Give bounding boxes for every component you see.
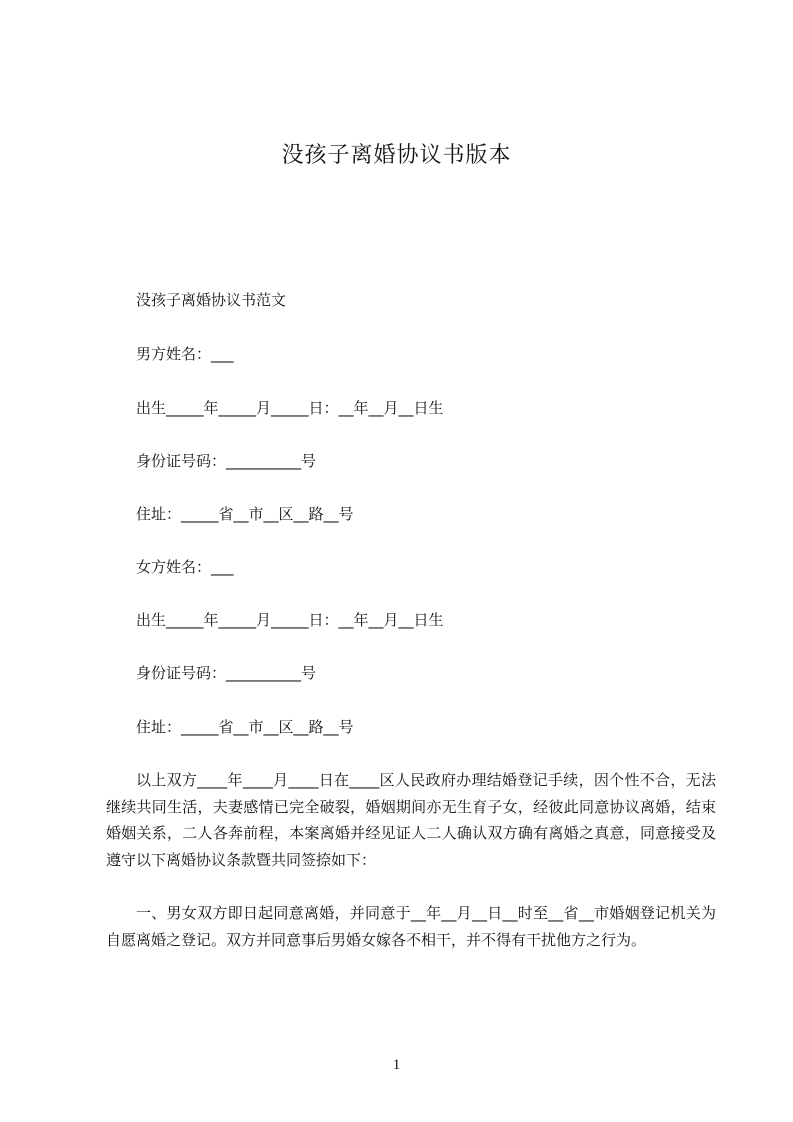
woman-name-line: 女方姓名：___ (136, 558, 234, 576)
document-title: 没孩子离婚协议书版本 (281, 143, 512, 168)
woman-id-line: 身份证号码：__________号 (136, 664, 317, 682)
clause-one-paragraph: 一、男女双方即日起同意离婚，并同意于__年__月__日__时至__省__市婚姻登记机关为自愿离婚之登记。双方并同意事后男婚女嫁各不相干，并不得有干扰他方之行为。 (106, 904, 716, 949)
man-id-line: 身份证号码：__________号 (136, 452, 317, 470)
marriage-statement-paragraph: 以上双方____年____月____日在____区人民政府办理结婚登记手续，因个性不合，无法继续共同生活，夫妻感情已完全破裂，婚姻期间亦无生育子女，经彼此同意协议离婚，结束婚姻关系，二人各奔前程，本案离婚并经见证人二人确认双方确有离婚之真意，同意接受及遵守以下离婚协议条款暨共同签捺如下： (106, 771, 716, 869)
page-number: 1 (392, 1057, 401, 1073)
woman-birth-line: 出生_____年_____月_____日：__年__月__日生 (136, 611, 444, 629)
woman-address-line: 住址：_____省__市__区__路__号 (136, 718, 354, 736)
man-address-line: 住址：_____省__市__区__路__号 (136, 505, 354, 523)
document-subtitle: 没孩子离婚协议书范文 (136, 291, 287, 309)
man-birth-line: 出生_____年_____月_____日：__年__月__日生 (136, 399, 444, 417)
man-name-line: 男方姓名：___ (136, 345, 234, 363)
